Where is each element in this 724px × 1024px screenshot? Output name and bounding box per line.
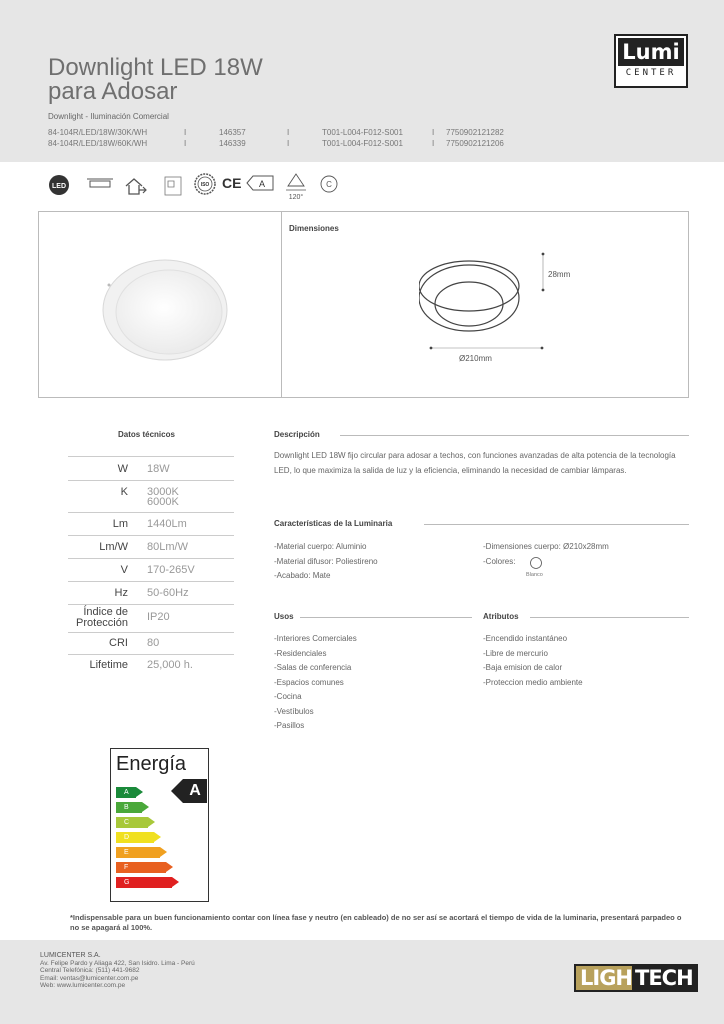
- product-image-panel: [38, 211, 689, 398]
- iso-icon: [194, 173, 216, 195]
- sku-code: 146357: [219, 128, 246, 137]
- spec-key: K: [120, 486, 128, 498]
- spec-key: Hz: [114, 587, 128, 599]
- spec-key: Índice de Protección: [76, 606, 128, 629]
- spec-value: 80: [147, 637, 160, 649]
- table-row: [68, 604, 234, 632]
- datos-title: Datos técnicos: [118, 430, 175, 439]
- company-name: LUMICENTER S.A.: [40, 952, 101, 959]
- dimension-height: 28mm: [548, 270, 571, 279]
- energy-bar-d: D: [116, 832, 154, 843]
- dimensions-title: Dimensiones: [289, 224, 339, 233]
- separator: I: [432, 139, 435, 148]
- spec-icons-row: [48, 172, 368, 202]
- spec-key: Lm: [112, 518, 128, 530]
- spec-key: W: [117, 463, 128, 475]
- ce-mark-icon: [222, 175, 244, 191]
- list-item: -Libre de mercurio: [483, 648, 548, 658]
- company-email: Email: ventas@lumicenter.com.pe: [40, 974, 139, 982]
- safety-class-icon: [164, 176, 182, 196]
- title-line-2: para Adosar: [48, 78, 178, 105]
- product-subtitle: Downlight - Iluminación Comercial: [48, 112, 169, 121]
- list-item: -Baja emision de calor: [483, 663, 563, 672]
- ean-code: 7750902121206: [446, 139, 504, 148]
- company-info: [40, 952, 195, 990]
- list-item: -Espacios comunes: [274, 677, 344, 687]
- svg-text:CE: CE: [222, 175, 242, 191]
- table-row: [68, 558, 234, 581]
- table-row: [68, 632, 234, 654]
- energy-title: Energía: [116, 753, 187, 775]
- model-code: 84-104R/LED/18W/60K/WH: [48, 139, 148, 148]
- list-item: -Material difusor: Poliestireno: [274, 556, 378, 566]
- logo-top-text: Lumi: [618, 38, 684, 66]
- separator: I: [287, 128, 290, 137]
- table-row: [68, 581, 234, 604]
- table-row: [68, 654, 234, 676]
- svg-text:A: A: [258, 179, 266, 189]
- list-item: -Vestíbulos: [274, 706, 314, 716]
- list-item: -Acabado: Mate: [274, 571, 331, 580]
- list-item: -Pasillos: [274, 721, 305, 730]
- led-icon: [48, 174, 70, 196]
- spec-key: V: [120, 564, 128, 576]
- indoor-home-icon: [124, 176, 148, 196]
- section-rule: [300, 617, 472, 618]
- spec-value: 3000K 6000K: [147, 486, 179, 508]
- energy-class-icon: [246, 175, 274, 191]
- energy-bar-a: A: [116, 787, 136, 798]
- spec-value: IP20: [147, 611, 170, 623]
- list-item: -Cocina: [274, 692, 302, 701]
- list-item: -Material cuerpo: Aluminio: [274, 542, 367, 551]
- atributos-title: Atributos: [483, 612, 519, 621]
- beam-angle-icon: [284, 172, 308, 200]
- svg-text:C: C: [326, 180, 332, 189]
- color-swatch-icon: [529, 556, 543, 570]
- product-title: [48, 56, 378, 104]
- atributos-list: [483, 632, 583, 690]
- logo-light-text: LIGH: [580, 966, 633, 990]
- table-row: [68, 535, 234, 558]
- section-rule: [424, 524, 689, 525]
- surface-mount-icon: [86, 176, 114, 194]
- list-item: -Interiores Comerciales: [274, 634, 357, 643]
- table-row: [68, 512, 234, 535]
- list-item: -Colores:: [483, 556, 516, 566]
- spec-value: 50-60Hz: [147, 587, 189, 599]
- lumicenter-logo: [614, 34, 688, 88]
- spec-value: 170-265V: [147, 564, 195, 576]
- installation-note: *Indispensable para un buen funcionamiento contar con línea fase y neutro (en cableado) de no ser así se acortará el tiempo de vida de la luminaria, presentará parpadeo o no se apagará al 100%.: [70, 913, 682, 932]
- energy-bar-f: F: [116, 862, 166, 873]
- product-codes: [48, 127, 542, 149]
- separator: I: [184, 128, 187, 137]
- separator: I: [184, 139, 187, 148]
- energy-bar-c: C: [116, 817, 148, 828]
- color-name: Blanco: [526, 572, 543, 578]
- table-row: [68, 480, 234, 512]
- list-item: -Salas de conferencia: [274, 663, 352, 672]
- descripcion-text: Downlight LED 18W fijo circular para adosar a techos, con funciones avanzadas de alta potencia de la tecnología LED, lo que maximiza la salida de luz y la eficiencia, eliminando la necesidad de cambiar lámparas.: [274, 451, 676, 475]
- list-item: -Residenciales: [274, 648, 327, 658]
- descripcion-title: Descripción: [274, 430, 320, 439]
- panel-divider: [281, 212, 282, 397]
- spec-key: CRI: [109, 637, 128, 649]
- code-row: [48, 138, 542, 149]
- caracteristicas-title: Características de la Luminaria: [274, 519, 393, 528]
- energy-bar-e: E: [116, 847, 160, 858]
- code-row: [48, 127, 542, 138]
- spec-key: Lifetime: [89, 659, 128, 671]
- usos-title: Usos: [274, 612, 294, 621]
- list-item: -Dimensiones cuerpo: Ø210x28mm: [483, 542, 609, 551]
- section-rule: [340, 435, 689, 436]
- logo-tech-text: TECH: [632, 966, 696, 990]
- svg-text:120°: 120°: [288, 194, 304, 200]
- logo-bottom-text: CENTER: [625, 68, 677, 78]
- company-web: Web: www.lumicenter.com.pe: [40, 982, 126, 989]
- energy-class-badge: A: [183, 779, 207, 803]
- ref-code: T001-L004-F012-S001: [322, 139, 403, 148]
- c-mark-icon: [320, 175, 338, 193]
- datos-table: [68, 456, 234, 676]
- section-rule: [530, 617, 689, 618]
- ean-code: 7750902121282: [446, 128, 504, 137]
- title-line-1: Downlight LED 18W: [48, 54, 263, 81]
- table-row: [68, 456, 234, 480]
- spec-value: 80Lm/W: [147, 541, 188, 553]
- spec-value: 1440Lm: [147, 518, 187, 530]
- dimension-drawing: [419, 244, 559, 354]
- separator: I: [432, 128, 435, 137]
- usos-list: [274, 632, 357, 734]
- svg-text:ISO: ISO: [200, 182, 210, 188]
- energy-bar-g: G: [116, 877, 172, 888]
- energy-label: [110, 748, 209, 902]
- model-code: 84-104R/LED/18W/30K/WH: [48, 128, 148, 137]
- company-address: Av. Felipe Pardo y Aliaga 422, San Isidro. Lima - Perú: [40, 959, 195, 967]
- spec-value: 25,000 h.: [147, 659, 193, 671]
- spec-value: 18W: [147, 463, 170, 475]
- separator: I: [287, 139, 290, 148]
- sku-code: 146339: [219, 139, 246, 148]
- energy-bar-b: B: [116, 802, 142, 813]
- caracteristicas-right-list: [483, 540, 609, 569]
- svg-text:LED: LED: [52, 183, 66, 190]
- ref-code: T001-L004-F012-S001: [322, 128, 403, 137]
- footer-band: [0, 940, 724, 1024]
- product-photo: [89, 252, 229, 362]
- caracteristicas-left-list: [274, 540, 378, 584]
- dimension-width: Ø210mm: [459, 354, 492, 363]
- spec-key: Lm/W: [99, 541, 128, 553]
- list-item: -Proteccion medio ambiente: [483, 677, 583, 687]
- list-item: -Encendido instantáneo: [483, 634, 568, 643]
- lightech-logo: [574, 964, 698, 992]
- company-phone: Central Telefónica: (511) 441-9682: [40, 967, 140, 974]
